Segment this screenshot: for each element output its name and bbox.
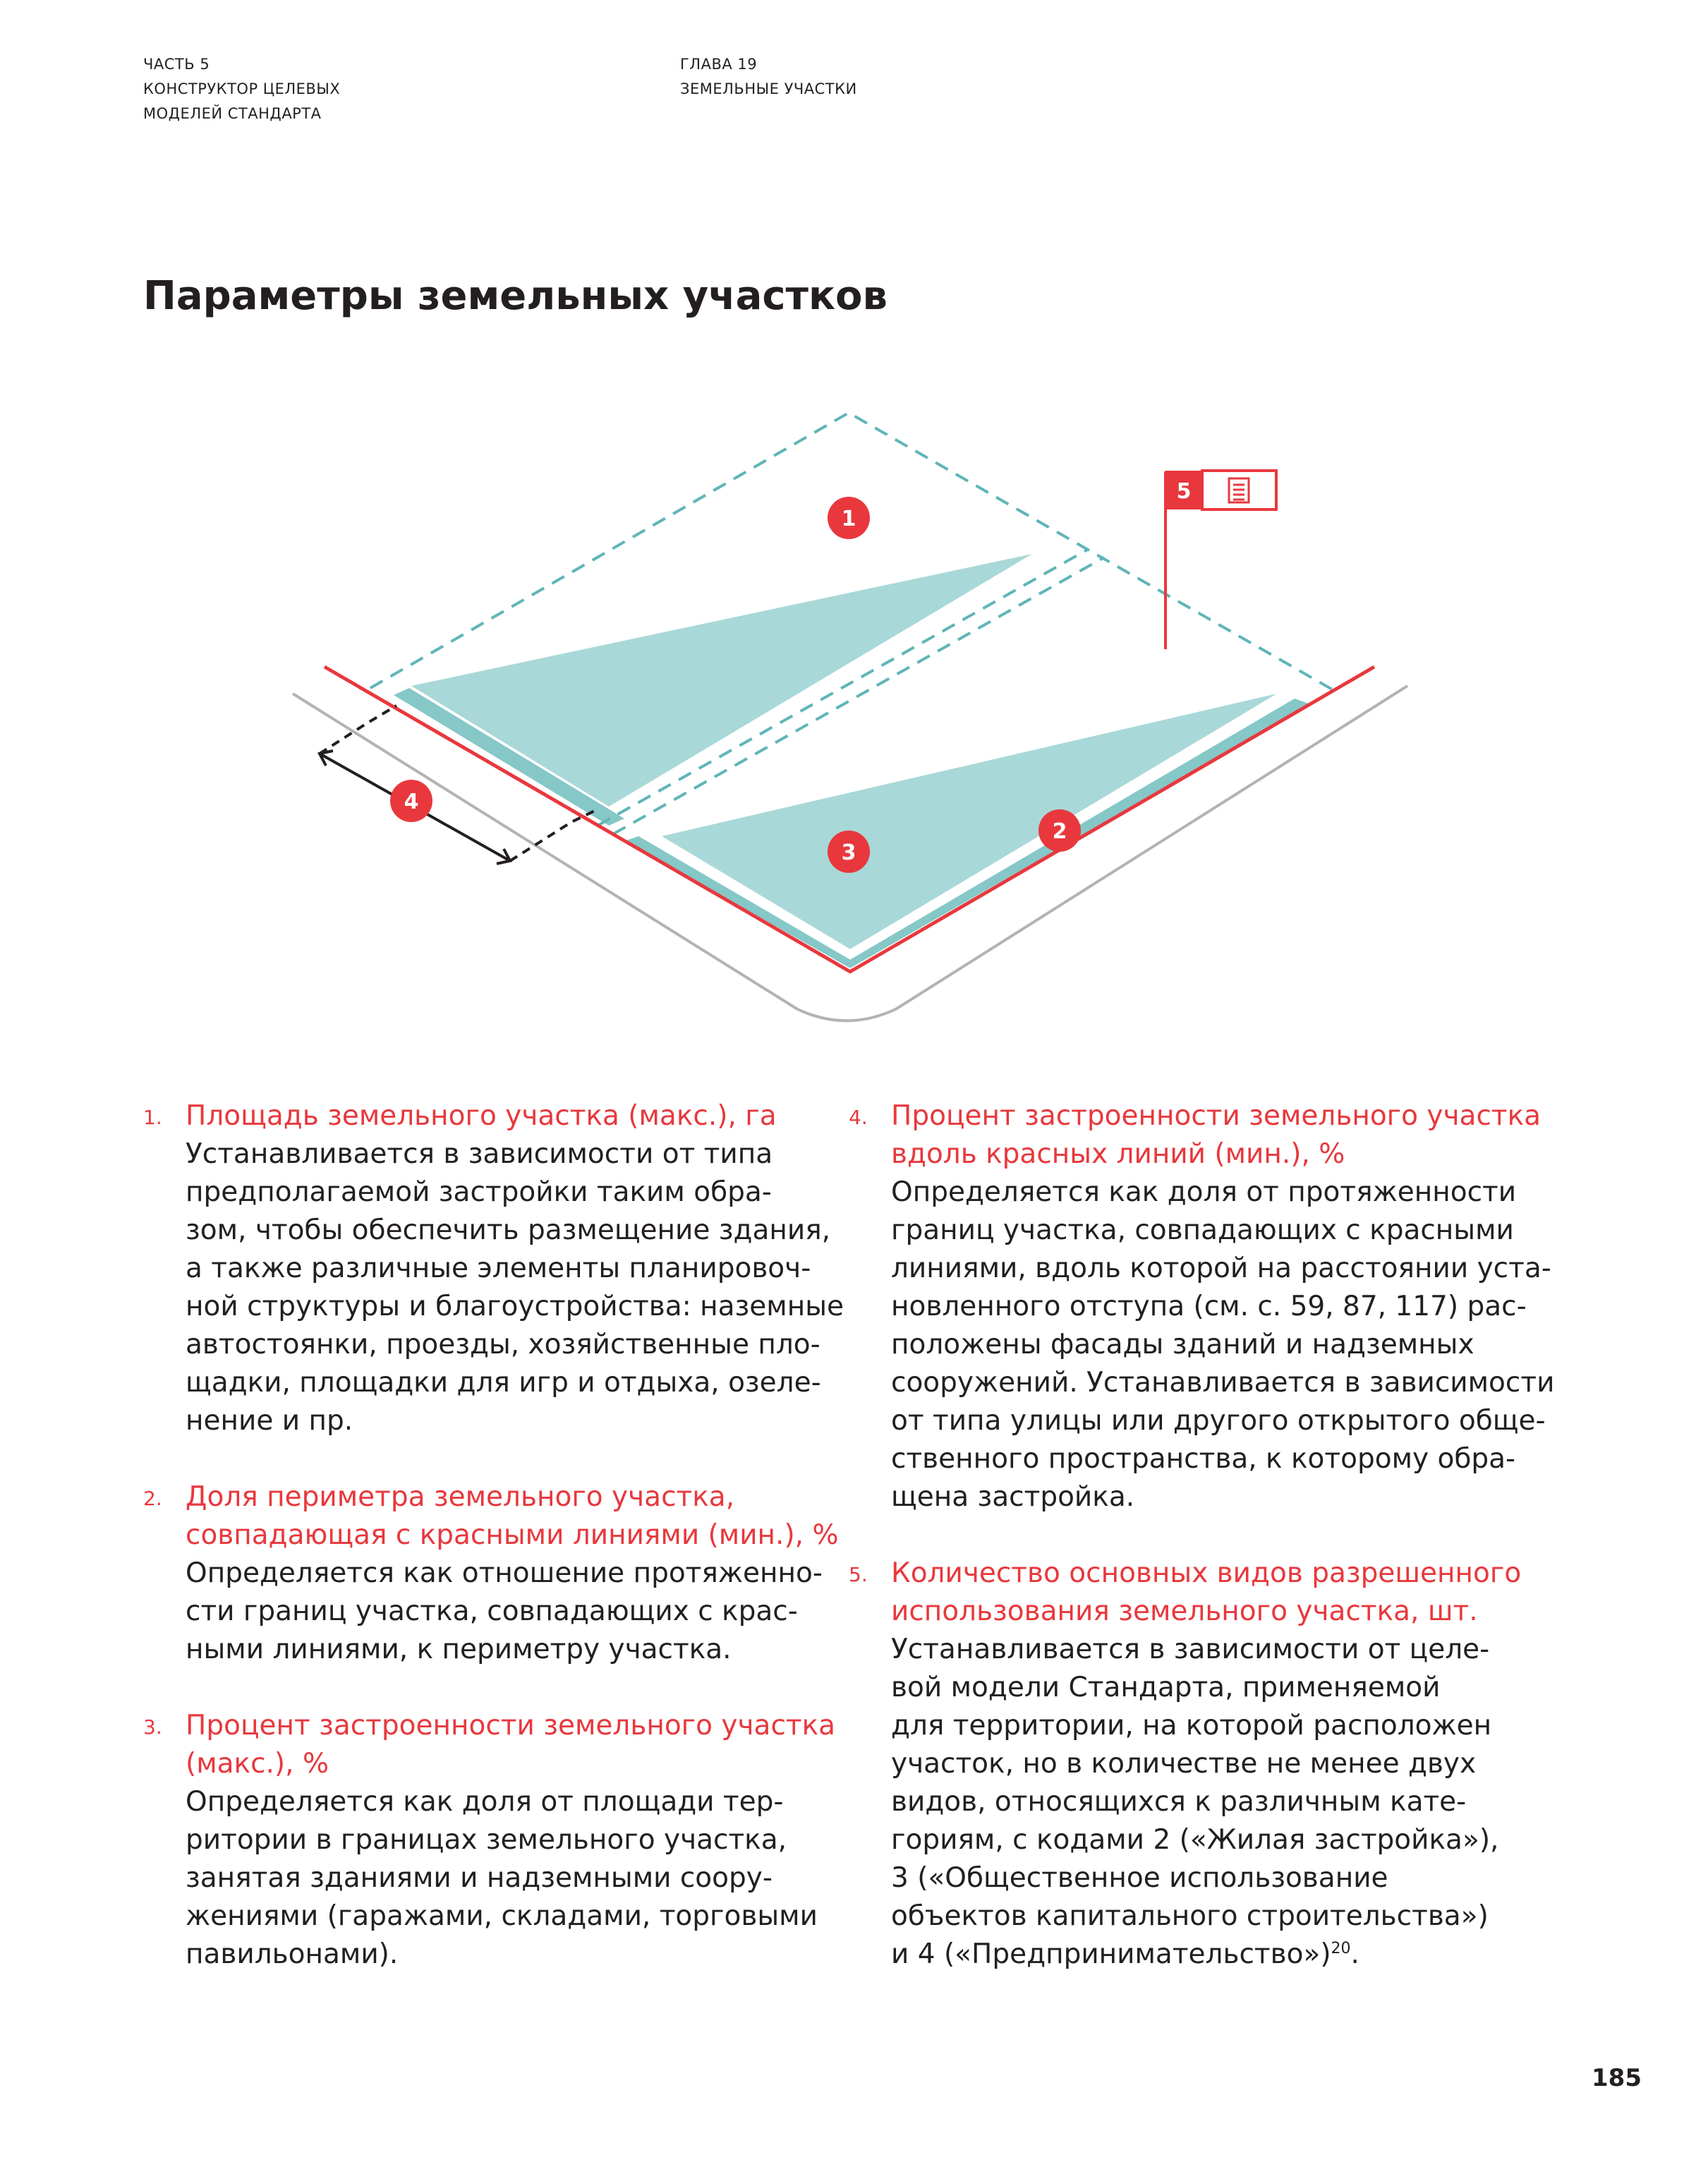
item-body-line xyxy=(891,1936,1554,1974)
item-title-line: использования земельного участка, шт. xyxy=(891,1595,1478,1627)
item-body-line: видов, относящихся к различным кате- xyxy=(891,1786,1467,1818)
item-body-line: занятая зданиями и надземными соору- xyxy=(186,1862,773,1894)
svg-text:4: 4 xyxy=(404,790,419,814)
item-title-line: Доля периметра земельного участка, xyxy=(186,1481,735,1513)
footnote-ref[interactable]: 20 xyxy=(1331,1940,1351,1957)
item-body-end: . xyxy=(1350,1938,1359,1970)
page-title: Параметры земельных участков xyxy=(143,273,888,319)
header-part-line: КОНСТРУКТОР ЦЕЛЕВЫХ xyxy=(143,80,341,97)
marker-3 xyxy=(828,831,870,873)
svg-text:3: 3 xyxy=(841,840,856,865)
item-body-line: Устанавливается в зависимости от типа xyxy=(186,1138,773,1170)
item-body xyxy=(891,1631,1554,1974)
item-title xyxy=(891,1097,1554,1173)
page-number: 185 xyxy=(1592,2064,1642,2092)
marker-5-label: 5 xyxy=(1176,479,1192,504)
marker-2 xyxy=(1038,809,1081,852)
list-item xyxy=(143,1097,844,1440)
left-column xyxy=(143,1097,844,1974)
item-body-line: сти границ участка, совпадающих с крас- xyxy=(186,1595,798,1627)
list-item xyxy=(849,1555,1554,1974)
item-title-line: вдоль красных линий (мин.), % xyxy=(891,1138,1345,1170)
item-title xyxy=(891,1555,1554,1631)
item-body-line: вой модели Стандарта, применяемой xyxy=(891,1672,1441,1703)
item-title-line: Количество основных видов разрешенного xyxy=(891,1557,1522,1589)
item-body-line: ной структуры и благоустройства: наземные xyxy=(186,1291,844,1322)
item-body-line: 3 («Общественное использование xyxy=(891,1862,1388,1894)
item-body-line: щена застройка. xyxy=(891,1481,1135,1513)
item-body-line: автостоянки, проезды, хозяйственные пло- xyxy=(186,1329,820,1360)
item-title xyxy=(186,1478,844,1555)
item-body-line: ственного пространства, к которому обра- xyxy=(891,1443,1516,1475)
marker-4 xyxy=(390,780,432,822)
item-body-line: сооружений. Устанавливается в зависимости xyxy=(891,1367,1555,1399)
item-title-line: Площадь земельного участка (макс.), га xyxy=(186,1100,777,1132)
item-body-line: от типа улицы или другого открытого обще- xyxy=(891,1405,1546,1437)
item-title-line: (макс.), % xyxy=(186,1748,329,1780)
item-number: 5. xyxy=(849,1563,868,1586)
item-body-line: положены фасады зданий и надземных xyxy=(891,1329,1474,1360)
land-plot-diagram xyxy=(0,381,1708,1030)
list-item xyxy=(849,1097,1554,1516)
item-body-line: нение и пр. xyxy=(186,1405,353,1437)
header-chapter-line: ЗЕМЕЛЬНЫЕ УЧАСТКИ xyxy=(680,80,857,97)
item-body xyxy=(186,1555,844,1669)
item-body-line: жениями (гаражами, складами, торговыми xyxy=(186,1900,818,1932)
item-body-line: Определяется как доля от площади тер- xyxy=(186,1786,784,1818)
item-body-line: зом, чтобы обеспечить размещение здания, xyxy=(186,1214,831,1246)
item-body-text: и 4 («Предпринимательство») xyxy=(891,1938,1331,1970)
building-area-1 xyxy=(411,554,1032,807)
item-body-line: Устанавливается в зависимости от целе- xyxy=(891,1634,1490,1665)
item-body-line: ными линиями, к периметру участка. xyxy=(186,1634,732,1665)
item-body xyxy=(186,1783,844,1974)
item-title-line: Процент застроенности земельного участка xyxy=(186,1710,836,1742)
item-body-line: границ участка, совпадающих с красными xyxy=(891,1214,1514,1246)
item-number: 3. xyxy=(143,1715,162,1739)
item-title xyxy=(186,1707,844,1783)
dimension-extension xyxy=(320,706,396,754)
svg-text:1: 1 xyxy=(841,507,856,531)
item-body-line: ритории в границах земельного участка, xyxy=(186,1824,787,1856)
item-number: 1. xyxy=(143,1106,162,1129)
item-body-line: линиями, вдоль которой на расстоянии уста- xyxy=(891,1252,1551,1284)
item-body-line: для территории, на которой расположен xyxy=(891,1710,1492,1742)
item-title-line: совпадающая с красными линиями (мин.), % xyxy=(186,1519,839,1551)
list-item xyxy=(143,1478,844,1669)
item-body xyxy=(891,1173,1554,1516)
header-part xyxy=(143,52,340,126)
list-item xyxy=(143,1707,844,1974)
marker-1 xyxy=(828,497,870,539)
header-chapter xyxy=(680,52,857,102)
item-body-line: новленного отступа (см. с. 59, 87, 117) рас- xyxy=(891,1291,1527,1322)
item-body-line: Определяется как доля от протяженности xyxy=(891,1176,1517,1208)
item-body-line: павильонами). xyxy=(186,1938,399,1970)
header-chapter-line: ГЛАВА 19 xyxy=(680,56,758,73)
header-part-line: ЧАСТЬ 5 xyxy=(143,56,210,73)
item-body-line: предполагаемой застройки таким обра- xyxy=(186,1176,772,1208)
item-number: 4. xyxy=(849,1106,868,1129)
header-part-line: МОДЕЛЕЙ СТАНДАРТА xyxy=(143,105,322,122)
item-body-line: участок, но в количестве не менее двух xyxy=(891,1748,1477,1780)
item-number: 2. xyxy=(143,1487,162,1510)
item-body-line: а также различные элементы планировоч- xyxy=(186,1252,811,1284)
item-body xyxy=(186,1135,844,1440)
right-column xyxy=(849,1097,1554,1974)
item-body-line: щадки, площадки для игр и отдыха, озеле- xyxy=(186,1367,821,1399)
item-title-line: Процент застроенности земельного участка xyxy=(891,1100,1542,1132)
item-body-line: объектов капитального строительства») xyxy=(891,1900,1489,1932)
item-title xyxy=(186,1097,844,1135)
svg-text:2: 2 xyxy=(1052,819,1067,844)
item-body-line: гориям, с кодами 2 («Жилая застройка»), xyxy=(891,1824,1499,1856)
item-body-line: Определяется как отношение протяженно- xyxy=(186,1557,823,1589)
